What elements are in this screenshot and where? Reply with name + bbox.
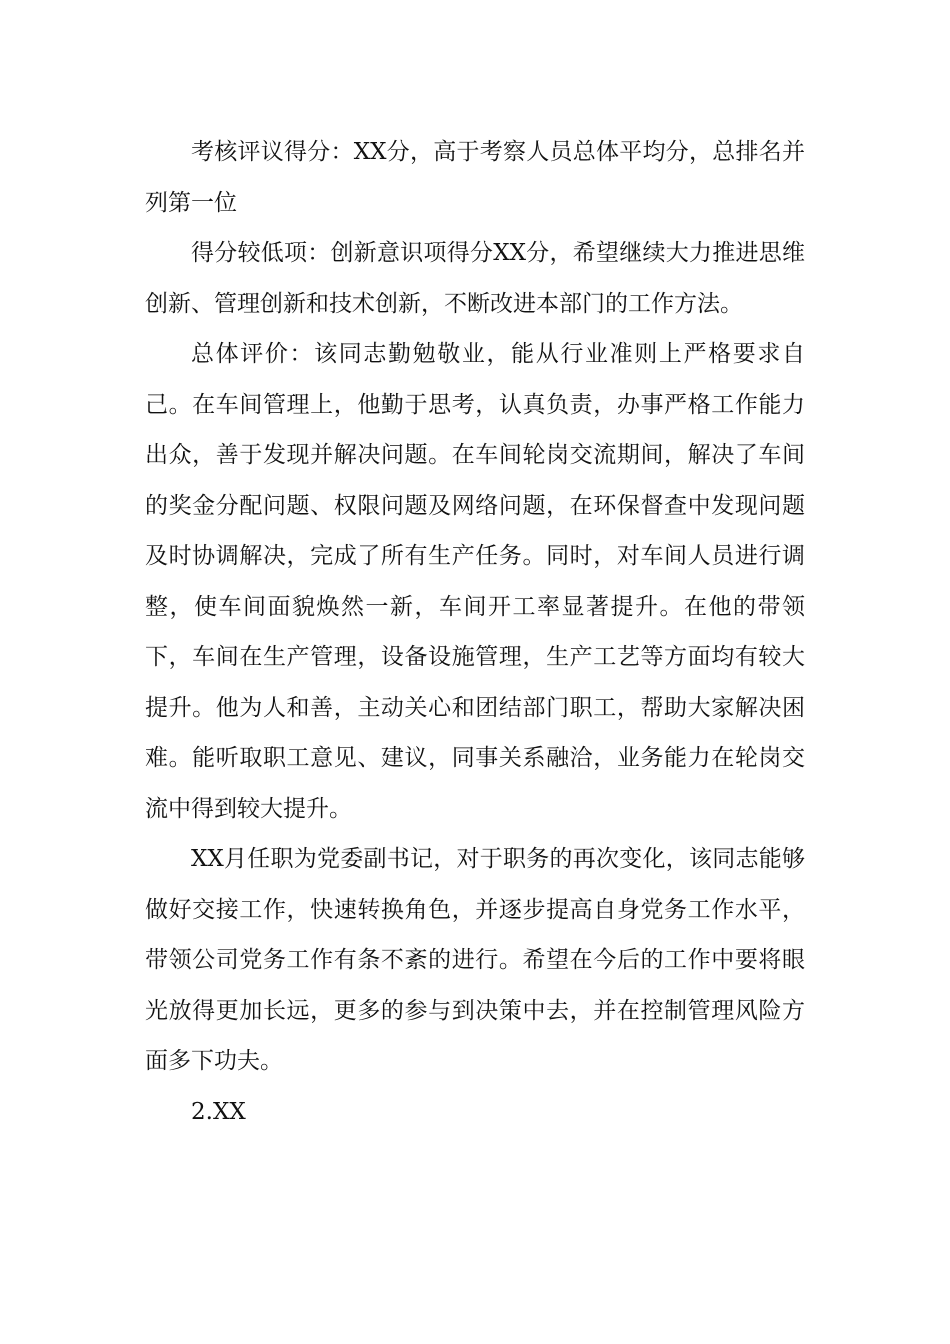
document-body [145,127,805,1137]
paragraph-overall-evaluation: 总体评价：该同志勤勉敬业，能从行业准则上严格要求自己。在车间管理上，他勤于思考，认真负责，办事严格工作能力出众，善于发现并解决问题。在车间轮岗交流期间，解决了车间的奖金分配问题、权限问题及网络问题，在环保督查中发现问题及时协调解决，完成了所有生产任务。同时，对车间人员进行调整，使车间面貌焕然一新，车间开工率显著提升。在他的带领下，车间在生产管理，设备设施管理，生产工艺等方面均有较大提升。他为人和善，主动关心和团结部门职工，帮助大家解决困难。能听取职工意见、建议，同事关系融洽，业务能力在轮岗交流中得到较大提升。 [145,341,805,822]
paragraph-assessment-score: 考核评议得分：XX分，高于考察人员总体平均分，总排名并列第一位 [145,139,805,216]
paragraph-position-change: XX月任职为党委副书记，对于职务的再次变化，该同志能够做好交接工作，快速转换角色，并逐步提高自身党务工作水平，带领公司党务工作有条不紊的进行。希望在今后的工作中要将眼光放得更加长远，更多的参与到决策中去，并在控制管理风险方面多下功夫。 [145,846,805,1074]
paragraph-low-score-item: 得分较低项：创新意识项得分XX分，希望继续大力推进思维创新、管理创新和技术创新，不断改进本部门的工作方法。 [145,240,805,317]
section-heading-2: 2.XX [191,1098,246,1125]
